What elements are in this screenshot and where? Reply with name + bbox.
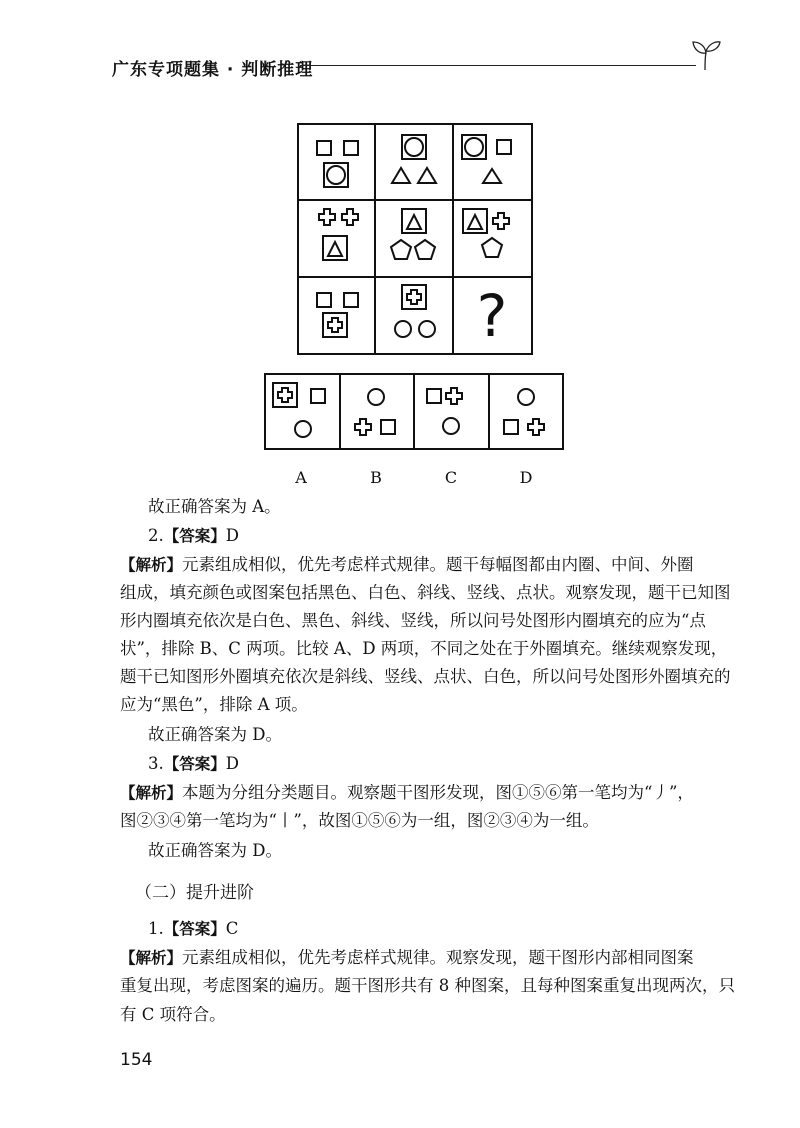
analysis-line-12: 图②③④第一笔均为“丨”，故图①⑤⑥为一组，图②③④为一组。 bbox=[120, 811, 599, 830]
analysis-line-8: 应为“黑色”，排除 A 项。 bbox=[120, 695, 308, 714]
grid-cell-6-shapes bbox=[463, 209, 509, 257]
grid-cell-4-shapes bbox=[319, 209, 358, 260]
option-label-c: C bbox=[444, 468, 458, 487]
analysis-text: 元素组成相似，优先考虑样式规律。观察发现，题干图形内部相同图案 bbox=[182, 948, 694, 967]
question-number: 1. bbox=[148, 919, 164, 938]
option-label-b: B bbox=[370, 468, 382, 487]
analysis-line-17: 重复出现，考虑图案的遍历。题干图形共有 8 种图案，且每种图案重复出现两次，只 bbox=[120, 976, 735, 995]
running-header-title: 广东专项题集 · 判断推理 bbox=[112, 60, 314, 80]
analysis-line-7: 题干已知图形外圈填充依次是斜线、竖线、点状、白色，所以问号处图形外圈填充的 bbox=[120, 667, 731, 686]
question-mark: ? bbox=[476, 282, 508, 350]
analysis-tag: 【解析】 bbox=[120, 556, 183, 574]
analysis-line-5: 形内圈填充依次是白色、黑色、斜线、竖线，所以问号处图形内圈填充的应为“点 bbox=[120, 611, 706, 630]
analysis-text: 元素组成相似，优先考虑样式规律。题干每幅图都由内圈、中间、外圈 bbox=[182, 555, 694, 574]
analysis-text: 本题为分组分类题目。观察题干图形发现，图①⑤⑥第一笔均为“丿”， bbox=[182, 783, 694, 802]
answer-tag: 【答案】 bbox=[163, 920, 226, 938]
option-a-shapes bbox=[273, 383, 325, 437]
grid-cell-7-shapes bbox=[317, 293, 358, 337]
option-label-d: D bbox=[519, 468, 533, 487]
option-c-shapes bbox=[427, 388, 462, 434]
analysis-line-18: 有 C 项符合。 bbox=[120, 1005, 226, 1024]
option-b-shapes bbox=[355, 389, 395, 435]
section-heading: （二）提升进阶 bbox=[135, 883, 254, 903]
conclusion-line-9: 故正确答案为 D。 bbox=[148, 725, 282, 744]
answer-line-15 bbox=[148, 919, 748, 939]
answer-line-10 bbox=[148, 754, 748, 774]
answer-tag: 【答案】 bbox=[163, 527, 226, 545]
answer-options-strip bbox=[264, 373, 564, 451]
conclusion-line-13: 故正确答案为 D。 bbox=[148, 841, 282, 860]
conclusion-line-1: 故正确答案为 A。 bbox=[148, 497, 281, 516]
grid-cell-1-shapes bbox=[317, 141, 358, 187]
answer-line-2 bbox=[148, 526, 748, 546]
analysis-line-3 bbox=[120, 555, 720, 575]
analysis-tag: 【解析】 bbox=[120, 784, 183, 802]
analysis-tag: 【解析】 bbox=[120, 949, 183, 967]
option-label-a: A bbox=[295, 468, 307, 487]
grid-cell-3-shapes bbox=[462, 135, 511, 183]
analysis-line-4: 组成，填充颜色或图案包括黑色、白色、斜线、竖线、点状。观察发现，题干已知图 bbox=[120, 583, 731, 602]
puzzle-grid bbox=[297, 123, 533, 355]
analysis-line-6: 状”，排除 B、C 两项。比较 A、D 两项，不同之处在于外圈填充。继续观察发现， bbox=[120, 639, 728, 658]
grid-cell-8-shapes bbox=[395, 285, 435, 337]
answer-tag: 【答案】 bbox=[163, 755, 226, 773]
grid-cell-5-shapes bbox=[391, 209, 435, 259]
answer-value: D bbox=[225, 526, 239, 545]
analysis-line-11 bbox=[120, 783, 720, 803]
grid-cell-2-shapes bbox=[392, 135, 436, 183]
answer-value: C bbox=[225, 919, 239, 938]
header-rule bbox=[300, 65, 696, 66]
question-number: 3. bbox=[148, 754, 164, 773]
sprout-icon bbox=[690, 36, 722, 72]
question-number: 2. bbox=[148, 526, 164, 545]
answer-value: D bbox=[225, 754, 239, 773]
analysis-line-16 bbox=[120, 948, 720, 968]
page-number: 154 bbox=[120, 1050, 153, 1070]
option-d-shapes bbox=[504, 389, 544, 435]
